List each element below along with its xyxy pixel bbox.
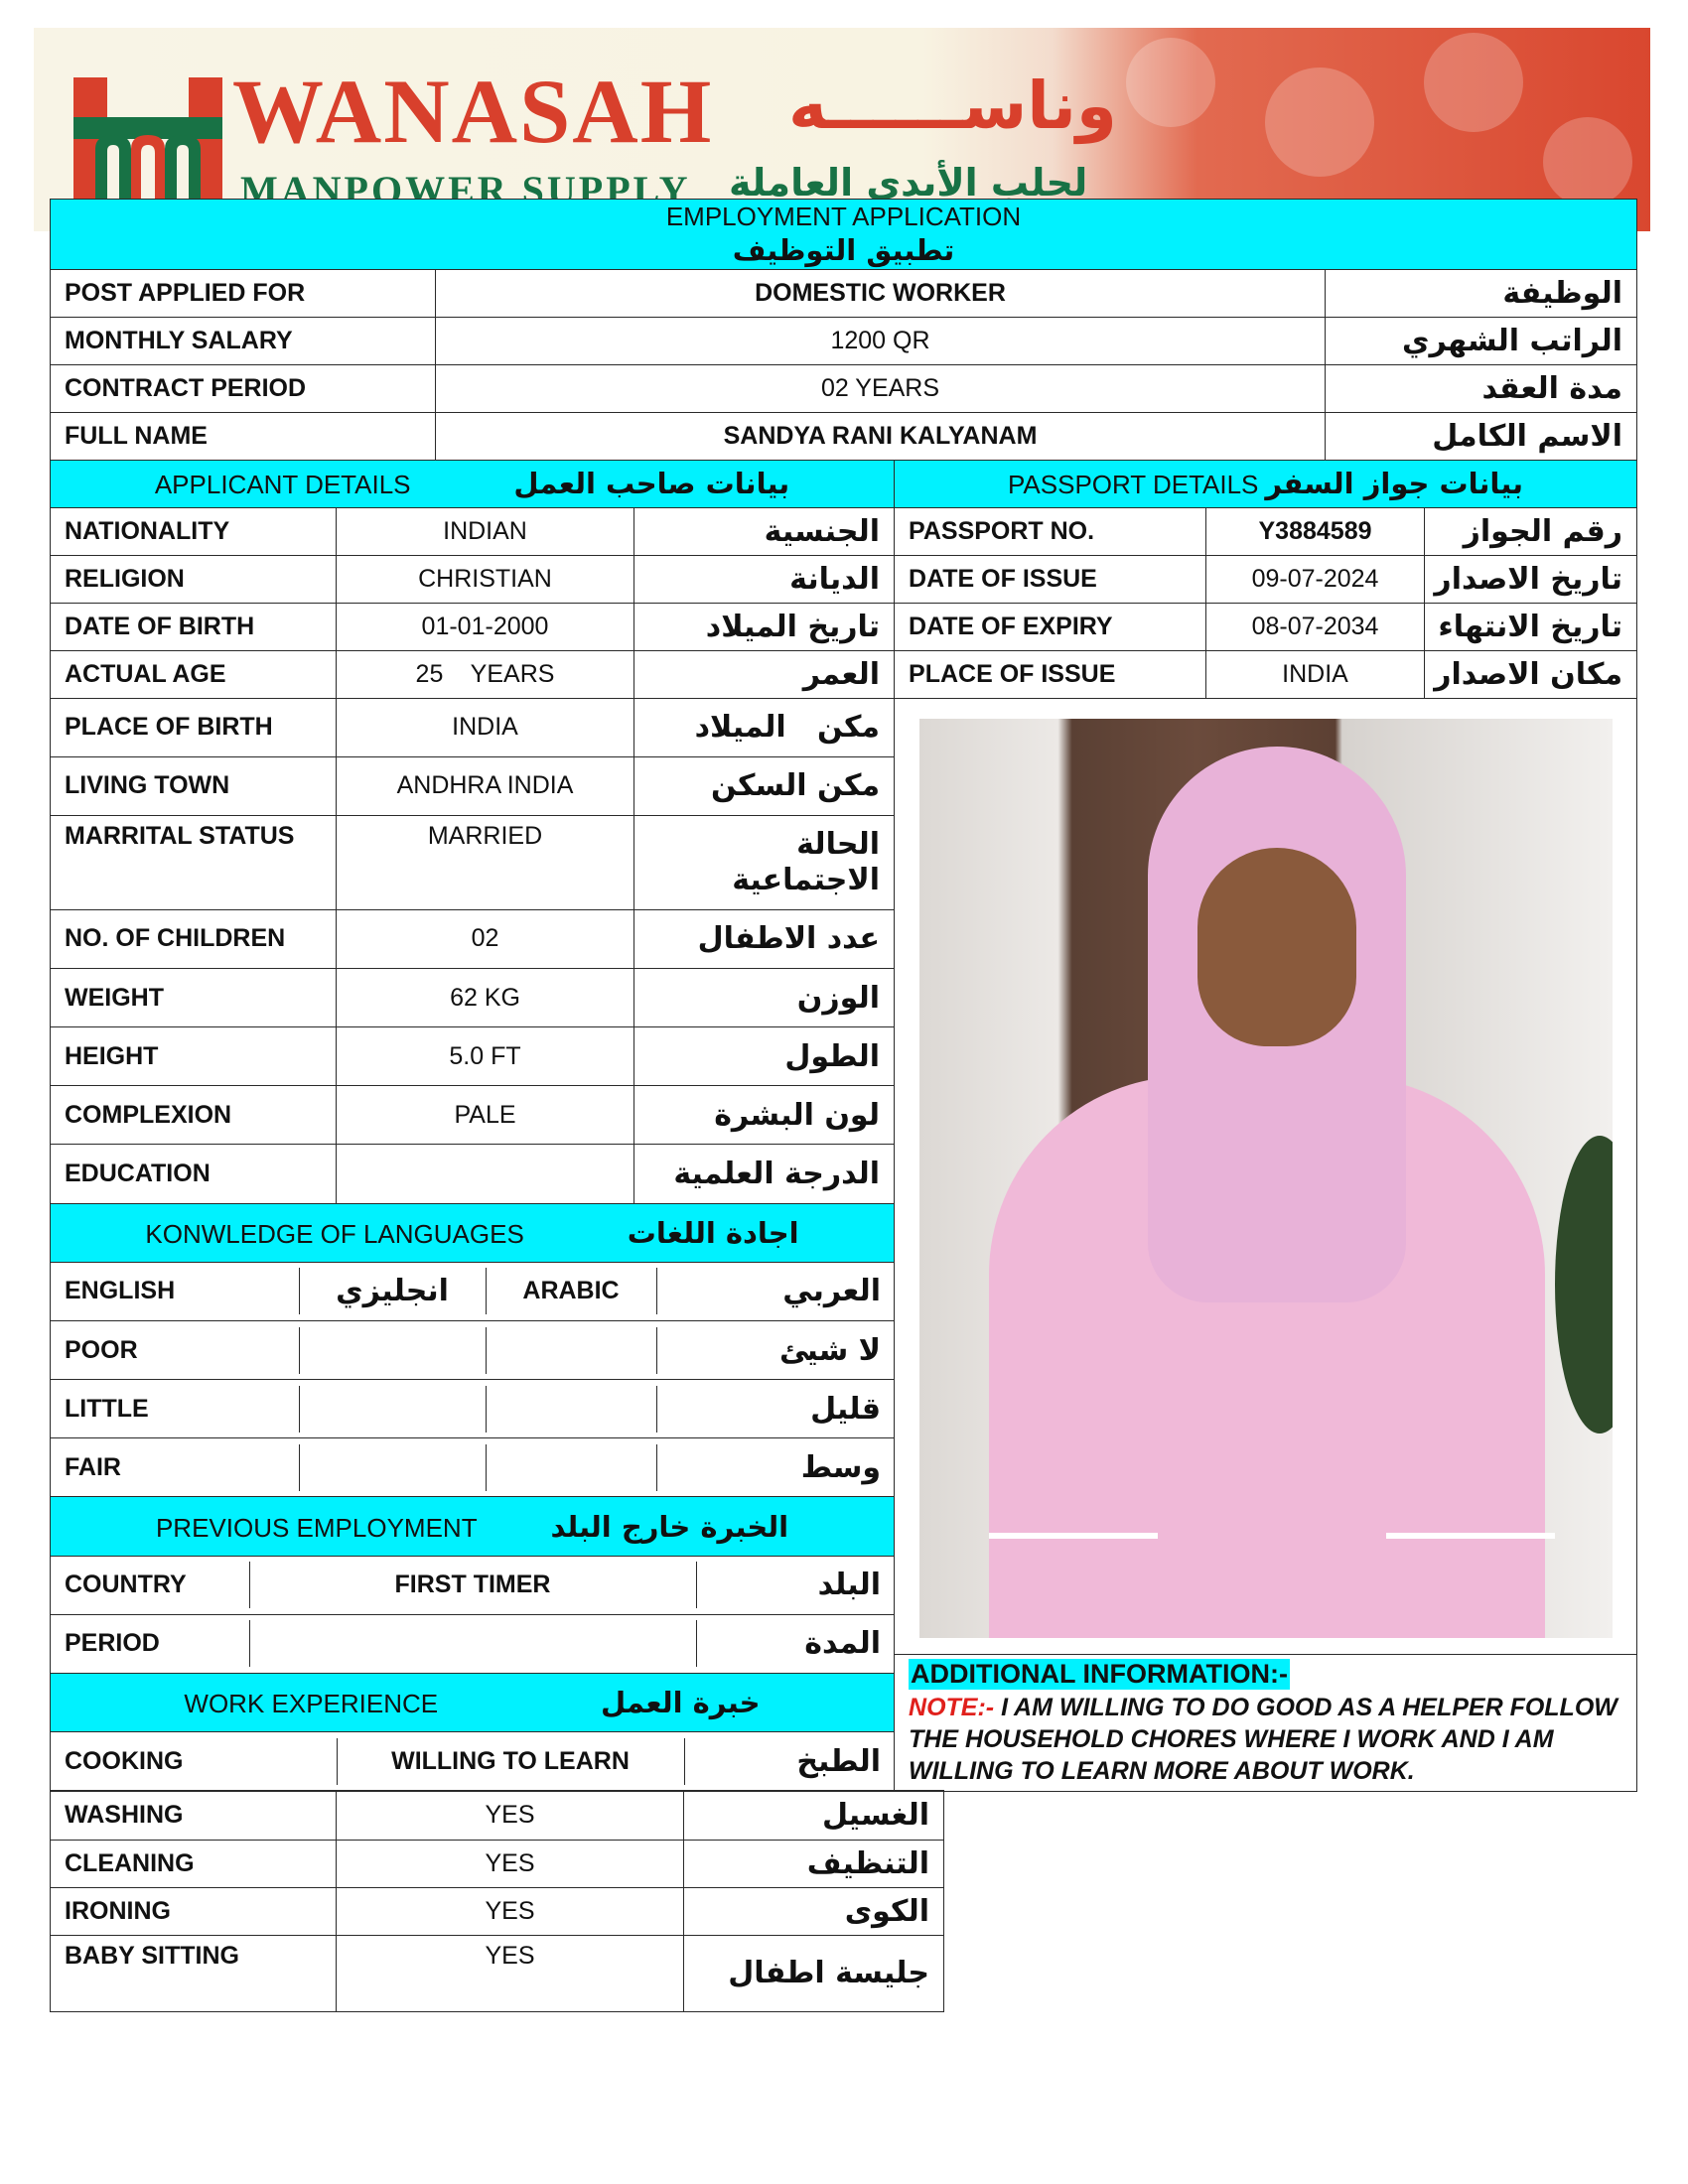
applicant-value: ANDHRA INDIA (337, 756, 634, 815)
top-row (51, 318, 1637, 365)
applicant-value: 5.0 FT (337, 1027, 634, 1086)
arabic-level-value (486, 1444, 656, 1491)
applicant-label: NO. OF CHILDREN (51, 909, 337, 968)
decor-figure (1543, 117, 1632, 206)
top-row (51, 270, 1637, 318)
note-label: NOTE:- (909, 1693, 995, 1721)
language-level-label: POOR (51, 1327, 299, 1374)
top-row-label: FULL NAME (51, 413, 436, 461)
detail-row (51, 555, 1637, 603)
top-row-label: CONTRACT PERIOD (51, 365, 436, 413)
detail-row (51, 650, 1637, 698)
arabic-label: ARABIC (486, 1268, 656, 1314)
top-row (51, 413, 1637, 461)
additional-information-title: ADDITIONAL INFORMATION:- (911, 1658, 1288, 1689)
decor-figure (1265, 68, 1374, 177)
language-level-label: LITTLE (51, 1386, 299, 1433)
english-level-value (299, 1386, 486, 1433)
applicant-label-arabic: عدد الاطفال (634, 909, 895, 968)
applicant-value: MARRIED (337, 815, 634, 909)
passport-label-arabic: رقم الجواز (1425, 507, 1637, 555)
additional-note (909, 1692, 1622, 1787)
applicant-label-arabic: الجنسية (634, 507, 895, 555)
work-experience-value: YES (337, 1841, 684, 1888)
applicant-label: NATIONALITY (51, 507, 337, 555)
applicant-label: MARRITAL STATUS (51, 815, 337, 909)
languages-header: KONWLEDGE OF LANGUAGES اجادة اللغات (51, 1203, 895, 1262)
applicant-label: HEIGHT (51, 1027, 337, 1086)
previous-employment-label: PERIOD (51, 1620, 249, 1667)
application-form (50, 199, 1636, 2012)
top-row-label-arabic: مدة العقد (1326, 365, 1637, 413)
photo-and-info-cell (895, 698, 1637, 1791)
english-level-value (299, 1327, 486, 1374)
applicant-value: 01-01-2000 (337, 603, 634, 650)
applicant-value: INDIAN (337, 507, 634, 555)
passport-label: DATE OF EXPIRY (895, 603, 1206, 650)
applicant-label-arabic: العمر (634, 650, 895, 698)
applicant-photo (919, 719, 1613, 1638)
work-experience-row (51, 1841, 944, 1888)
arabic-level-value (486, 1327, 656, 1374)
passport-details-header: PASSPORT DETAILS بيانات جواز السفر (895, 460, 1637, 507)
top-row-label: POST APPLIED FOR (51, 270, 436, 318)
work-experience-header: WORK EXPERIENCE خبرة العمل (51, 1674, 895, 1732)
english-label: ENGLISH (51, 1268, 299, 1314)
form-title-row (51, 200, 1637, 270)
work-experience-table (50, 1790, 944, 2012)
previous-employment-label: COUNTRY (51, 1562, 249, 1608)
applicant-label-arabic: مكن الميلاد (634, 698, 895, 756)
arabic-label-arabic: العربي (782, 1274, 881, 1309)
decor-figure (1126, 38, 1215, 127)
applicant-label-arabic: الديانة (634, 555, 895, 603)
language-columns-cell (51, 1262, 895, 1320)
applicant-value: CHRISTIAN (337, 555, 634, 603)
applicant-label: ACTUAL AGE (51, 650, 337, 698)
decor-figure (1424, 33, 1523, 132)
applicant-label: WEIGHT (51, 968, 337, 1026)
passport-label-arabic: تاريخ الاصدار (1425, 555, 1637, 603)
work-experience-value: YES (337, 1936, 684, 2012)
language-level-label-arabic: لا شيئ (778, 1332, 881, 1368)
brand-subtitle-arabic: لجلب الأيدي العاملة (729, 161, 1088, 205)
applicant-label-arabic: الطول (634, 1027, 895, 1086)
passport-label: PLACE OF ISSUE (895, 650, 1206, 698)
passport-label-arabic: مكان الاصدار (1425, 650, 1637, 698)
form-title-cell (51, 200, 1637, 270)
passport-value: Y3884589 (1206, 507, 1425, 555)
applicant-label: EDUCATION (51, 1145, 337, 1203)
work-experience-label-arabic: الطبخ (796, 1743, 881, 1779)
applicant-label-arabic: الحالة الاجتماعية (634, 815, 895, 909)
brand-name-arabic: وناســــــه (788, 68, 1117, 144)
work-experience-value: YES (337, 1888, 684, 1936)
previous-employment-header: PREVIOUS EMPLOYMENT الخبرة خارج البلد (51, 1497, 895, 1556)
detail-row (51, 698, 1637, 756)
work-experience-value: WILLING TO LEARN (337, 1738, 684, 1785)
applicant-label-arabic: تاريخ الميلاد (634, 603, 895, 650)
english-level-value (299, 1444, 486, 1491)
brand-name: WANASAH (232, 61, 714, 162)
top-row-value: SANDYA RANI KALYANAM (436, 413, 1326, 461)
work-experience-row (51, 1936, 944, 2012)
arabic-level-value (486, 1386, 656, 1433)
applicant-label: PLACE OF BIRTH (51, 698, 337, 756)
applicant-value: 02 (337, 909, 634, 968)
form-title: EMPLOYMENT APPLICATION (665, 202, 1022, 231)
applicant-value: INDIA (337, 698, 634, 756)
additional-information (895, 1654, 1636, 1791)
work-experience-label-arabic: الغسيل (684, 1791, 944, 1841)
language-level-label-arabic: وسط (800, 1449, 881, 1485)
brand-subtitle: MANPOWER SUPPLY (240, 168, 691, 212)
applicant-label: DATE OF BIRTH (51, 603, 337, 650)
applicant-label-arabic: الدرجة العلمية (634, 1145, 895, 1203)
work-experience-row (51, 1791, 944, 1841)
applicant-label: RELIGION (51, 555, 337, 603)
top-row (51, 365, 1637, 413)
note-text: I AM WILLING TO DO GOOD AS A HELPER FOLLOW THE HOUSEHOLD CHORES WHERE I WORK AND I AM WILLING TO LEARN MORE ABOUT WORK. (909, 1693, 1618, 1785)
previous-employment-label-arabic: البلد (817, 1568, 881, 1603)
section-header-row (51, 460, 1637, 507)
work-experience-label: IRONING (51, 1888, 337, 1936)
top-row-value: DOMESTIC WORKER (436, 270, 1326, 318)
applicant-label-arabic: مكن السكن (634, 756, 895, 815)
applicant-value: PALE (337, 1086, 634, 1145)
language-level-label-arabic: قليل (810, 1391, 881, 1427)
work-experience-row (51, 1888, 944, 1936)
previous-employment-value: FIRST TIMER (249, 1562, 696, 1608)
previous-employment-value (249, 1620, 696, 1667)
work-experience-label-arabic: الكوى (684, 1888, 944, 1936)
form-header-table (50, 199, 1637, 461)
passport-value: 09-07-2024 (1206, 555, 1425, 603)
work-experience-label: COOKING (51, 1738, 337, 1785)
work-experience-value: YES (337, 1791, 684, 1841)
applicant-value: 62 KG (337, 968, 634, 1026)
passport-label: PASSPORT NO. (895, 507, 1206, 555)
top-row-label-arabic: الاسم الكامل (1326, 413, 1637, 461)
top-row-label-arabic: الراتب الشهري (1326, 318, 1637, 365)
passport-value: INDIA (1206, 650, 1425, 698)
applicant-value: 25 YEARS (337, 650, 634, 698)
work-experience-label: BABY SITTING (51, 1936, 337, 2012)
applicant-details-header: APPLICANT DETAILS بيانات صاحب العمل (51, 460, 895, 507)
work-experience-label-arabic: التنظيف (684, 1841, 944, 1888)
applicant-label-arabic: الوزن (634, 968, 895, 1026)
language-level-label: FAIR (51, 1444, 299, 1491)
applicant-label: COMPLEXION (51, 1086, 337, 1145)
applicant-label: LIVING TOWN (51, 756, 337, 815)
top-row-label-arabic: الوظيفة (1326, 270, 1637, 318)
detail-row (51, 507, 1637, 555)
applicant-value (337, 1145, 634, 1203)
passport-label: DATE OF ISSUE (895, 555, 1206, 603)
work-experience-label-arabic: جليسة اطفال (684, 1936, 944, 2012)
previous-employment-label-arabic: المدة (804, 1626, 881, 1662)
work-experience-label: WASHING (51, 1791, 337, 1841)
passport-label-arabic: تاريخ الانتهاء (1425, 603, 1637, 650)
top-row-label: MONTHLY SALARY (51, 318, 436, 365)
detail-row (51, 603, 1637, 650)
top-row-value: 02 YEARS (436, 365, 1326, 413)
applicant-label-arabic: لون البشرة (634, 1086, 895, 1145)
form-body-table (50, 460, 1637, 1792)
passport-value: 08-07-2034 (1206, 603, 1425, 650)
work-experience-label: CLEANING (51, 1841, 337, 1888)
form-title-arabic: تطبيق التوظيف (732, 233, 955, 267)
english-label-arabic: انجليزي (299, 1268, 486, 1314)
company-logo-icon (73, 77, 222, 203)
top-row-value: 1200 QR (436, 318, 1326, 365)
